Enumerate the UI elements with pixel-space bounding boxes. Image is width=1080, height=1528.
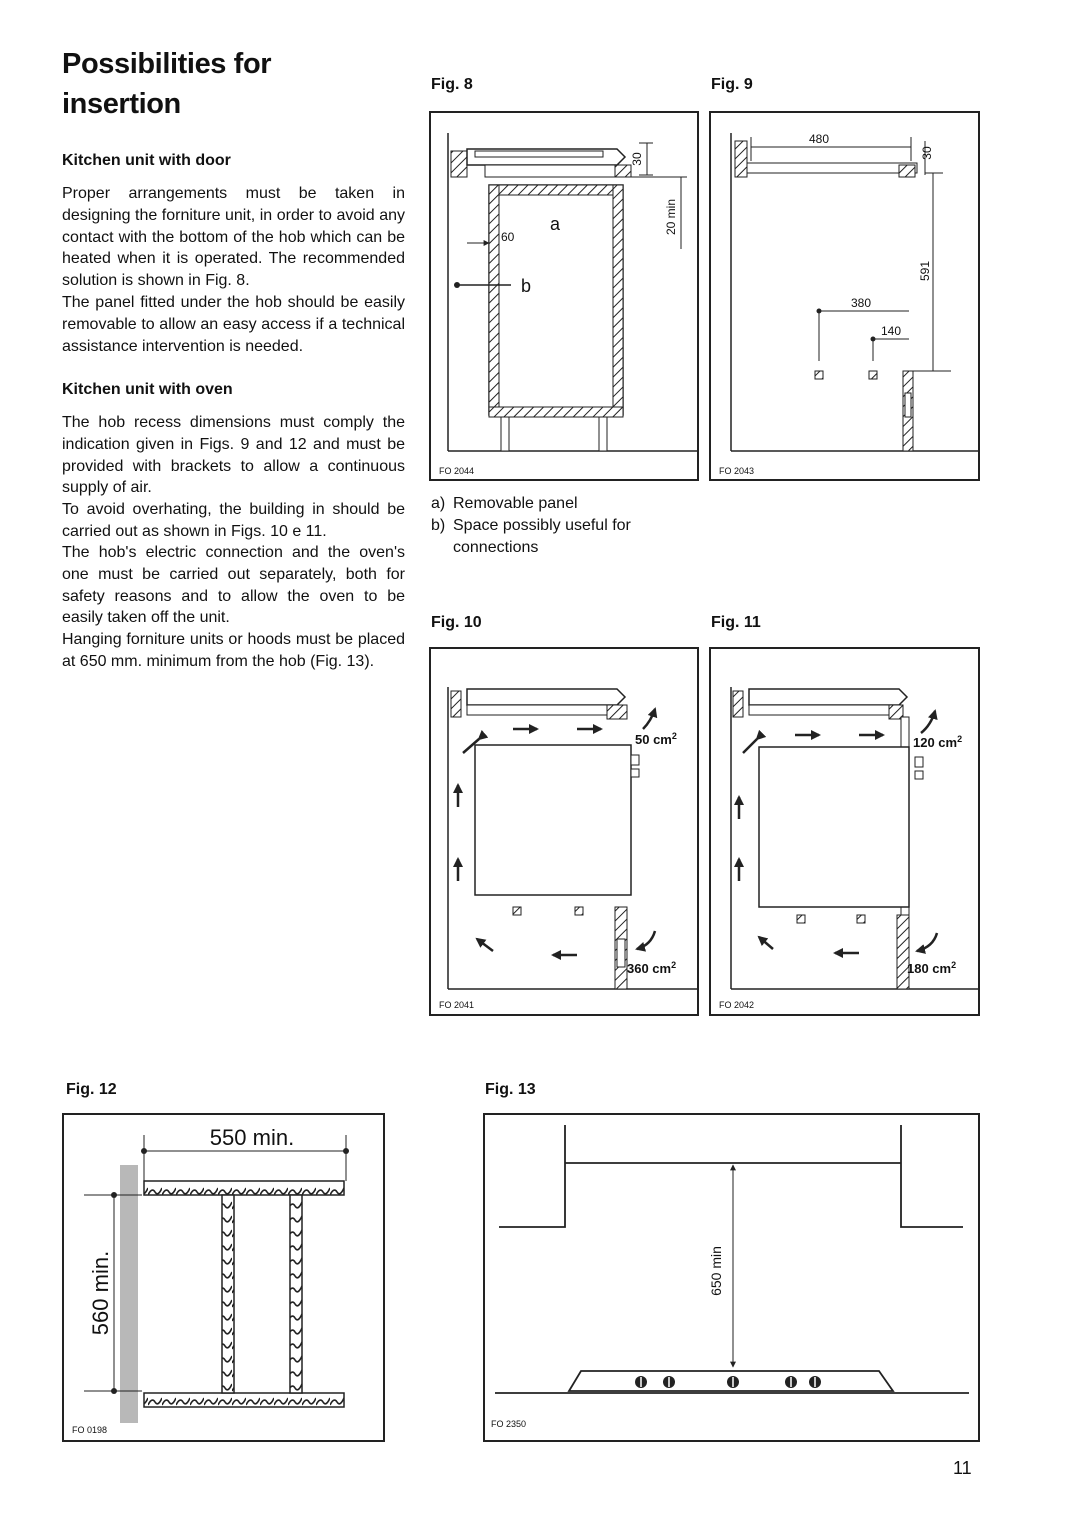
paragraph-door-1: Proper arrangements must be taken in designing the forniture unit, in order to avoid any contact with the bottom of the hob which can be heated when it is operated. The recommended solution is shown in Fig. 8. bbox=[62, 185, 405, 290]
fig13-diagram bbox=[483, 1113, 980, 1442]
paragraph-oven-3: The hob's electric connection and the oven's one must be carried out separately, both for safety reasons and to allow the oven to be easily taken off the unit. bbox=[62, 544, 405, 627]
section-heading-oven: Kitchen unit with oven bbox=[62, 381, 233, 398]
fig11-diagram bbox=[709, 647, 980, 1016]
fig11-code: FO 2042 bbox=[719, 1000, 755, 1010]
fig9-dim-width: 480 bbox=[808, 132, 830, 146]
fig11-area-top-value: 120 cm bbox=[913, 735, 958, 750]
fig8-code: FO 2044 bbox=[439, 466, 475, 476]
section-heading-door: Kitchen unit with door bbox=[62, 152, 231, 169]
fig9-code: FO 2043 bbox=[719, 466, 755, 476]
page-title bbox=[62, 44, 382, 124]
fig8-diagram bbox=[429, 111, 699, 481]
fig12-dim-width: 550 min. bbox=[209, 1125, 295, 1150]
fig11-area-top bbox=[913, 734, 962, 750]
fig12-dim-height: 560 min. bbox=[88, 1250, 113, 1336]
fig9-diagram bbox=[709, 111, 980, 481]
fig10-label: Fig. 10 bbox=[431, 614, 482, 631]
fig13-drawing bbox=[485, 1115, 978, 1440]
fig11-area-top-sup: 2 bbox=[957, 734, 963, 744]
fig9-label: Fig. 9 bbox=[711, 76, 753, 93]
fig8-label: Fig. 8 bbox=[431, 76, 473, 93]
legend-text-b: Space possibly useful for connections bbox=[453, 517, 631, 556]
fig9-dim-height: 591 bbox=[918, 260, 932, 282]
fig13-label: Fig. 13 bbox=[485, 1081, 536, 1098]
fig8-letter-a: a bbox=[550, 214, 561, 234]
fig10-area-top-sup: 2 bbox=[671, 731, 677, 741]
fig8-dim-top: 30 bbox=[630, 152, 644, 166]
fig8-letter-b: b bbox=[521, 276, 532, 296]
legend-key-b: b) bbox=[431, 517, 446, 534]
fig9-dim-mid: 380 bbox=[850, 296, 872, 310]
fig10-drawing bbox=[431, 649, 697, 1014]
fig13-code: FO 2350 bbox=[491, 1419, 527, 1429]
fig12-diagram bbox=[62, 1113, 385, 1442]
fig10-area-bottom-value: 360 cm bbox=[627, 961, 672, 976]
fig9-dim-small: 140 bbox=[880, 324, 902, 338]
fig13-dim-height: 650 min bbox=[708, 1246, 724, 1296]
fig10-area-top bbox=[635, 731, 677, 747]
fig10-area-bottom bbox=[627, 960, 676, 976]
fig9-drawing bbox=[711, 113, 978, 479]
legend-item-a bbox=[431, 493, 681, 515]
fig8-dim-side: 20 min bbox=[664, 198, 678, 236]
fig11-label: Fig. 11 bbox=[711, 614, 761, 631]
paragraph-door-2: The panel fitted under the hob should be easily removable to allow an easy access if a technical assistance intervention is needed. bbox=[62, 294, 405, 355]
fig12-code: FO 0198 bbox=[72, 1425, 108, 1435]
paragraph-oven-4: Hanging forniture units or hoods must be placed at 650 mm. minimum from the hob (Fig. 13). bbox=[62, 631, 405, 670]
fig8-dim-inset: 60 bbox=[501, 230, 515, 244]
paragraph-oven-2: To avoid overhating, the building in should be carried out as shown in Figs. 10 e 11. bbox=[62, 501, 405, 540]
fig11-area-bottom-value: 180 cm bbox=[907, 961, 952, 976]
fig12-label: Fig. 12 bbox=[66, 1081, 117, 1098]
fig10-area-bottom-sup: 2 bbox=[671, 960, 677, 970]
fig11-drawing bbox=[711, 649, 978, 1014]
fig10-area-top-value: 50 cm bbox=[635, 732, 672, 747]
fig10-code: FO 2041 bbox=[439, 1000, 475, 1010]
legend-key-a: a) bbox=[431, 495, 446, 512]
fig10-diagram bbox=[429, 647, 699, 1016]
fig8-drawing bbox=[431, 113, 697, 479]
page-number: 11 bbox=[953, 1458, 972, 1478]
fig12-drawing bbox=[64, 1115, 383, 1440]
paragraph-oven-1: The hob recess dimensions must comply the indication given in Figs. 9 and 12 and must be provided with brackets to allow a continuous supply of air. bbox=[62, 414, 405, 497]
page-title-text: Possibilities for insertion bbox=[62, 48, 272, 120]
legend-text-a: Removable panel bbox=[453, 495, 578, 512]
fig11-area-bottom-sup: 2 bbox=[951, 960, 957, 970]
fig11-area-bottom bbox=[907, 960, 956, 976]
fig9-dim-top: 30 bbox=[920, 146, 934, 160]
legend-item-b bbox=[431, 515, 671, 559]
